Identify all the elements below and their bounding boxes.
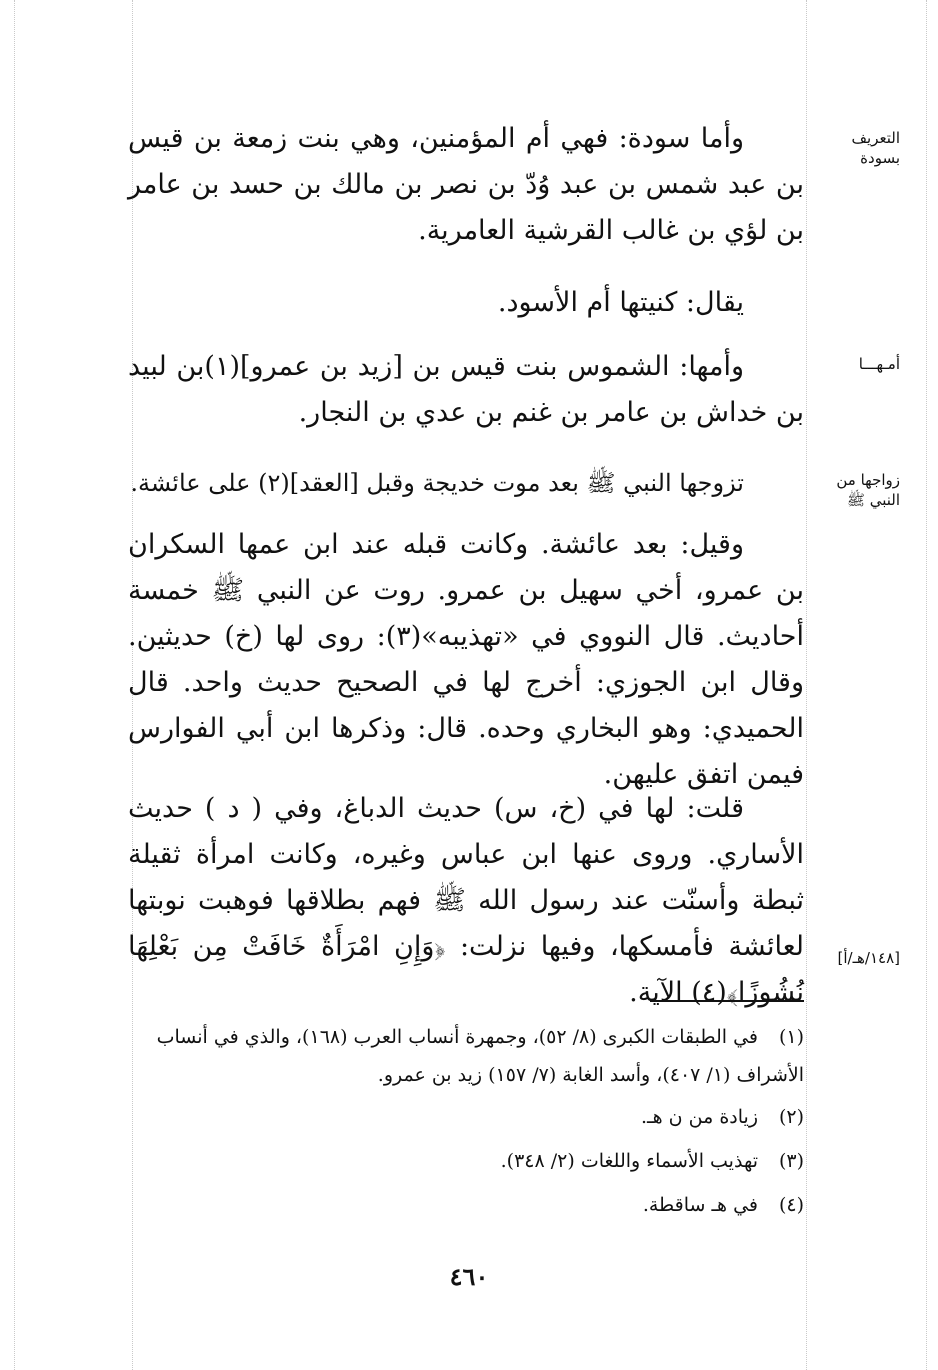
margin-dotted-line	[806, 0, 807, 1370]
margin-note-marriage: زواجها من النبي ﷺ	[836, 471, 900, 509]
paragraph-kunya: يقال: كنيتها أم الأسود.	[497, 287, 744, 318]
footnote-text: زيادة من ن هـ.	[640, 1106, 758, 1128]
paragraph-marriage: تزوجها النبي ﷺ بعد موت خديجة وقبل [العقد](٢) على عائشة.	[130, 469, 744, 497]
paragraph-narrations: وقيل: بعد عائشة. وكانت قبله عند ابن عمها السكران بن عمرو، أخي سهيل بن عمرو. روت عن النبي ﷺ خمسة أحاديث. قال النووي في «تهذيبه»(٣): روى لها (خ) حديثين. وقال ابن الجوزي: أخرج لها في الصحيح حديث واحد. قال الحميدي: وهو البخاري وحده. قال: وذكرها ابن أبي الفوارس فيمن اتفق عليهن.	[128, 529, 804, 790]
footnote-number: (١)	[778, 1026, 804, 1048]
footnote-number: (٣)	[778, 1150, 804, 1172]
paragraph-sawda-intro: وأما سودة: فهي أم المؤمنين، وهي بنت زمعة بن قيس بن عبد شمس بن عبد وُدّ بن نصر بن مالك بن حسد بن عامر بن لؤي بن غالب القرشية العامرية.	[128, 123, 804, 246]
footnote-text: تهذيب الأسماء واللغات (٢/ ٣٤٨).	[500, 1150, 758, 1172]
footnote-1	[128, 1018, 804, 1094]
footnote-text: في الطبقات الكبرى (٨/ ٥٢)، وجمهرة أنساب العرب (١٦٨)، والذي في أنساب الأشراف (١/ ٤٠٧)، وأسد الغابة (٧/ ١٥٧) زيد بن عمرو.	[156, 1026, 804, 1086]
margin-note-sawda-intro: التعريف بسودة	[851, 129, 900, 167]
footnote-text: في هـ ساقطة.	[642, 1194, 758, 1216]
page-number: ٤٦٠	[449, 1262, 489, 1291]
margin-dotted-line	[926, 0, 927, 1370]
paragraph-hadiths: قلت: لها في (خ، س) حديث الدباغ، وفي ( د ) حديث الأساري. وروى عنها ابن عباس وغيره، وكانت امرأة ثقيلة ثبطة وأسنّت عند رسول الله ﷺ فهم بطلاقها فوهبت نوبتها لعائشة فأمسكها، وفيها نزلت: ﴿وَإِنِ امْرَأَةٌ خَافَتْ مِن بَعْلِهَا نُشُوزًا﴾(٤) الآية.	[128, 793, 804, 1008]
paragraph-mother: وأمها: الشموس بنت قيس بن [زيد بن عمرو](١)بن لبيد بن خداش بن عامر بن غنم بن عدي بن النجار.	[128, 351, 804, 428]
margin-dotted-line	[14, 0, 15, 1370]
footnote-3	[128, 1142, 804, 1180]
margin-note-mother: أمـهـــا	[858, 355, 900, 373]
footnote-4	[128, 1186, 804, 1224]
footnote-2	[128, 1098, 804, 1136]
margin-note-folio: [١٤٨/هـ/أ]	[837, 949, 900, 967]
footnote-number: (٤)	[778, 1194, 804, 1216]
footnote-separator	[650, 1000, 804, 1002]
footnote-number: (٢)	[778, 1106, 804, 1128]
